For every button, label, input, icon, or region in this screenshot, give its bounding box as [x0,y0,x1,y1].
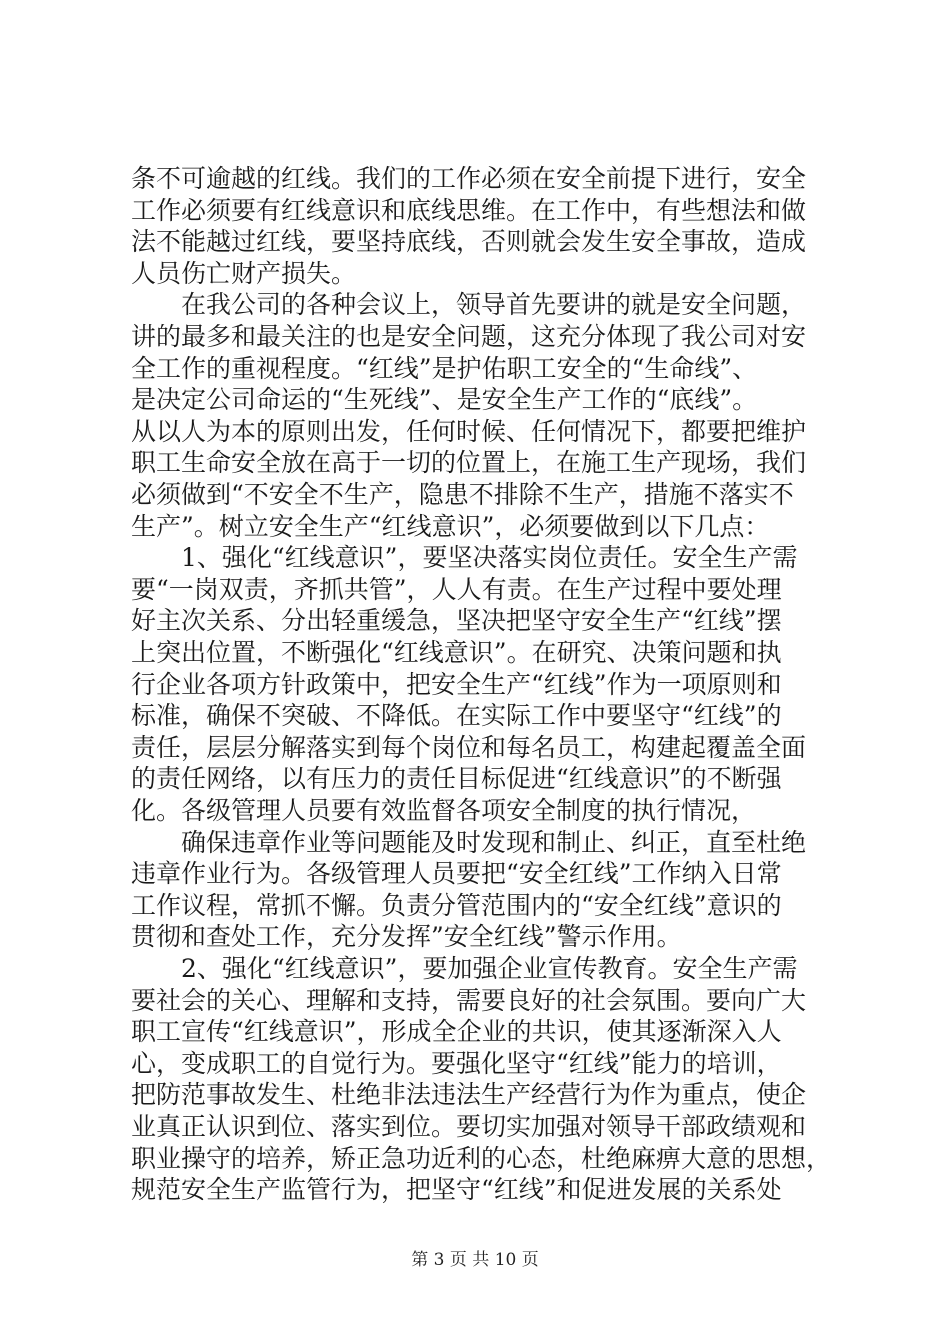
page-footer: 第 3 页 共 10 页 [411,1250,539,1270]
text-line: 确保违章作业等问题能及时发现和制止、纠正，直至杜绝 [131,827,807,857]
text-line: 业真正认识到位、落实到位。要切实加强对领导干部政绩观和 [131,1112,807,1141]
text-line: 要“一岗双责，齐抓共管”，人人有责。在生产过程中要处理 [131,574,782,604]
text-line: 上突出位置，不断强化“红线意识”。在研究、决策问题和执 [131,638,782,667]
text-line: 违章作业行为。各级管理人员要把“安全红线”工作纳入日常 [131,859,782,889]
text-line: 好主次关系、分出轻重缓急，坚决把坚守安全生产“红线”摆 [131,606,782,636]
text-line: 必须做到“不安全不生产，隐患不排除不生产，措施不落实不 [131,480,794,509]
text-line: 职业操守的培养，矫正急功近利的心态，杜绝麻痹大意的思想， [131,1143,832,1173]
text-line: 1、强化“红线意识”，要坚决落实岗位责任。安全生产需 [131,543,798,573]
text-line: 行企业各项方针政策中，把安全生产“红线”作为一项原则和 [131,669,782,699]
text-line: 要社会的关心、理解和支持，需要良好的社会氛围。要向广大 [131,985,807,1015]
text-line: 2、强化“红线意识”，要加强企业宣传教育。安全生产需 [131,954,798,983]
text-line: 职工宣传“红线意识”，形成全企业的共识，使其逐渐深入人 [131,1017,782,1047]
text-line: 在我公司的各种会议上，领导首先要讲的就是安全问题， [131,290,807,320]
text-line: 人员伤亡财产损失。 [131,258,357,288]
text-line: 把防范事故发生、杜绝非法违法生产经营行为作为重点，使企 [131,1080,807,1110]
text-line: 标准，确保不突破、不降低。在实际工作中要坚守“红线”的 [131,701,782,731]
text-line: 条不可逾越的红线。我们的工作必须在安全前提下进行，安全 [131,164,807,193]
text-line: 从以人为本的原则出发，任何时候、任何情况下，都要把维护 [131,416,807,446]
text-line: 全工作的重视程度。“红线”是护佑职工安全的“生命线”、 [131,353,758,383]
text-line: 的责任网络，以有压力的责任目标促进“红线意识”的不断强 [131,764,782,794]
text-line: 法不能越过红线，要坚持底线，否则就会发生安全事故，造成 [131,227,807,257]
text-line: 讲的最多和最关注的也是安全问题，这充分体现了我公司对安 [131,322,807,351]
text-line: 心，变成职工的自觉行为。要强化坚守“红线”能力的培训， [131,1048,782,1078]
text-line: 责任，层层分解落实到每个岗位和每名员工，构建起覆盖全面 [131,732,807,762]
text-line: 工作必须要有红线意识和底线思维。在工作中，有些想法和做 [131,195,807,225]
text-line: 规范安全生产监管行为，把坚守“红线”和促进发展的关系处 [131,1175,782,1205]
text-line: 是决定公司命运的“生死线”、是安全生产工作的“底线”。 [131,385,758,415]
text-line: 贯彻和查处工作，充分发挥”安全红线”警示作用。 [131,922,682,952]
text-line: 生产”。树立安全生产“红线意识”，必须要做到以下几点： [131,511,770,541]
text-line: 职工生命安全放在高于一切的位置上，在施工生产现场，我们 [131,448,807,478]
text-line: 化。各级管理人员要有效监督各项安全制度的执行情况， [131,796,757,825]
text-line: 工作议程，常抓不懈。负责分管范围内的“安全红线”意识的 [131,890,782,920]
